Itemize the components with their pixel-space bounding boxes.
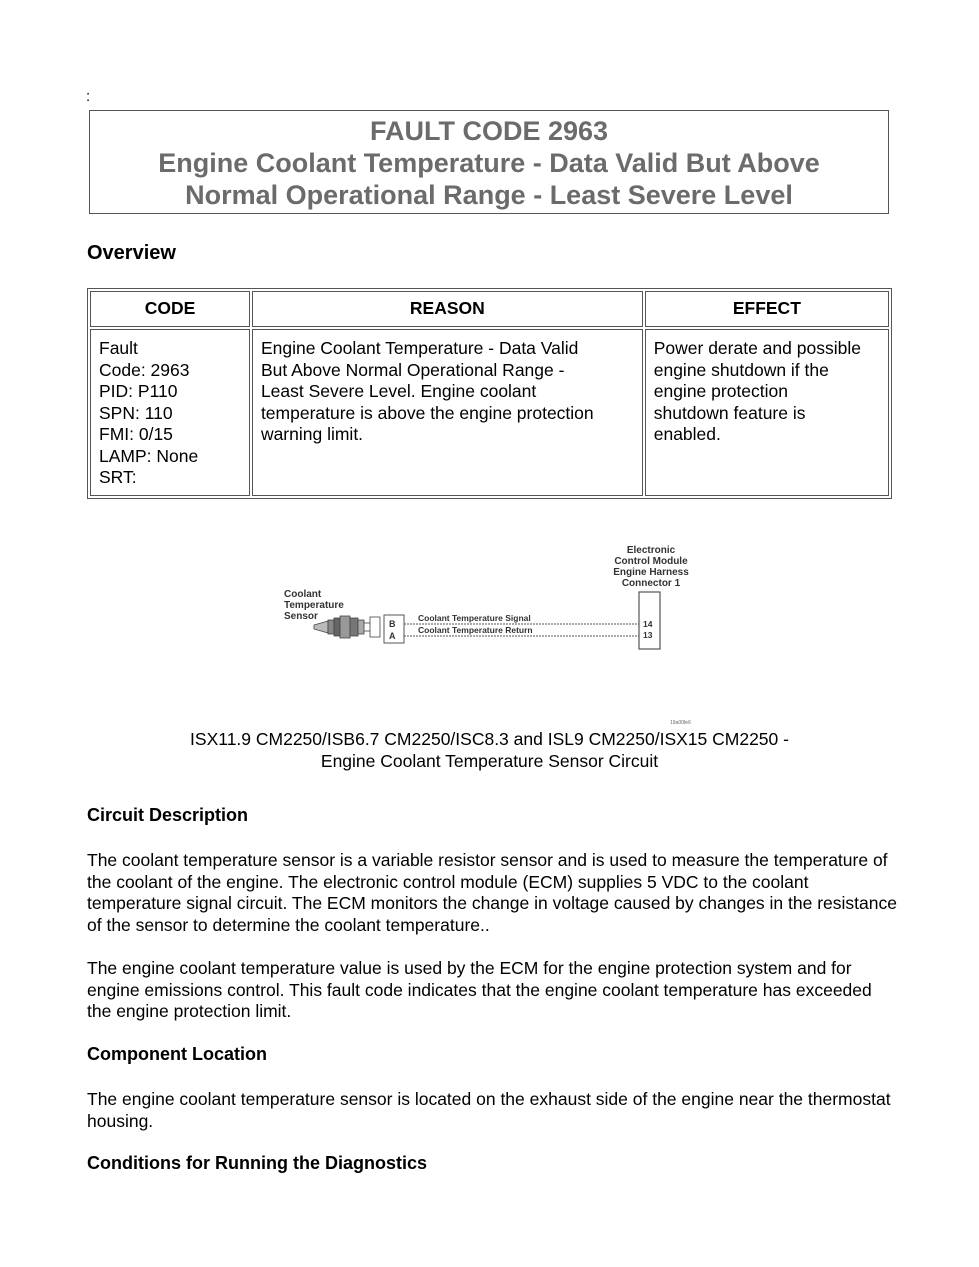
sensor-label-line-3: Sensor	[284, 611, 318, 622]
figure-caption	[87, 728, 892, 772]
pin-14-label: 14	[643, 619, 653, 629]
circuit-description-paragraph-1: The coolant temperature sensor is a variable resistor sensor and is used to measure the temperature of the coolant of the engine. The electronic control module (ECM) supplies 5 VDC to the coolant temperature signal circuit. The ECM monitors the change in voltage caused by changes in the resistance of the sensor to determine the coolant temperature..	[87, 850, 897, 935]
cell-reason: Engine Coolant Temperature - Data Valid But Above Normal Operational Range - Least Severe Level. Engine coolant temperature is above the engine protection warning limit.	[252, 329, 643, 496]
return-wire-label: Coolant Temperature Return	[418, 625, 533, 635]
circuit-description-heading: Circuit Description	[87, 805, 249, 825]
header-effect: EFFECT	[645, 291, 889, 327]
component-location-heading: Component Location	[87, 1044, 267, 1064]
fault-title-line-3: Normal Operational Range - Least Severe Level	[185, 180, 793, 210]
cell-code: Fault Code: 2963 PID: P110 SPN: 110 FMI: 0/15 LAMP: None SRT:	[90, 329, 250, 496]
caption-line-1: ISX11.9 CM2250/ISB6.7 CM2250/ISC8.3 and ISL9 CM2250/ISX15 CM2250 -	[190, 729, 789, 749]
component-location-paragraph: The engine coolant temperature sensor is located on the exhaust side of the engine near the thermostat housing.	[87, 1089, 891, 1131]
fault-title-line-2: Engine Coolant Temperature - Data Valid But Above	[158, 148, 820, 178]
overview-table	[87, 288, 892, 499]
cell-effect: Power derate and possible engine shutdown if the engine protection shutdown feature is enabled.	[645, 329, 889, 496]
page-marker: :	[86, 88, 91, 105]
table-header-row	[90, 291, 889, 327]
table-row	[90, 329, 889, 496]
header-reason: REASON	[252, 291, 643, 327]
pin-a-label: A	[389, 631, 396, 641]
ecm-label-line-2: Control Module	[614, 556, 688, 567]
ecm-label-line-4: Connector 1	[621, 578, 681, 589]
fault-code-title: FAULT CODE 2963	[369, 116, 609, 146]
pin-13-label: 13	[643, 630, 653, 640]
figure-id: 19a00fe6	[670, 720, 691, 726]
coolant-sensor-icon	[314, 616, 380, 638]
overview-heading: Overview	[87, 242, 176, 264]
conditions-heading: Conditions for Running the Diagnostics	[87, 1153, 427, 1173]
pin-b-label: B	[389, 619, 396, 629]
circuit-diagram	[270, 535, 710, 727]
ecm-label-line-1: Electronic	[626, 545, 676, 556]
sensor-label-line-2: Temperature	[284, 600, 344, 611]
ecm-label-line-3: Engine Harness	[613, 567, 689, 578]
header-code: CODE	[90, 291, 250, 327]
fault-code-title-box	[89, 110, 889, 214]
caption-line-2: Engine Coolant Temperature Sensor Circuit	[320, 751, 659, 771]
circuit-description-paragraph-2: The engine coolant temperature value is used by the ECM for the engine protection system and for engine emissions control. This fault code indicates that the engine coolant temperature has exceeded the engine protection limit.	[87, 958, 872, 1022]
signal-wire-label: Coolant Temperature Signal	[418, 613, 531, 623]
sensor-label-line-1: Coolant	[284, 589, 322, 600]
